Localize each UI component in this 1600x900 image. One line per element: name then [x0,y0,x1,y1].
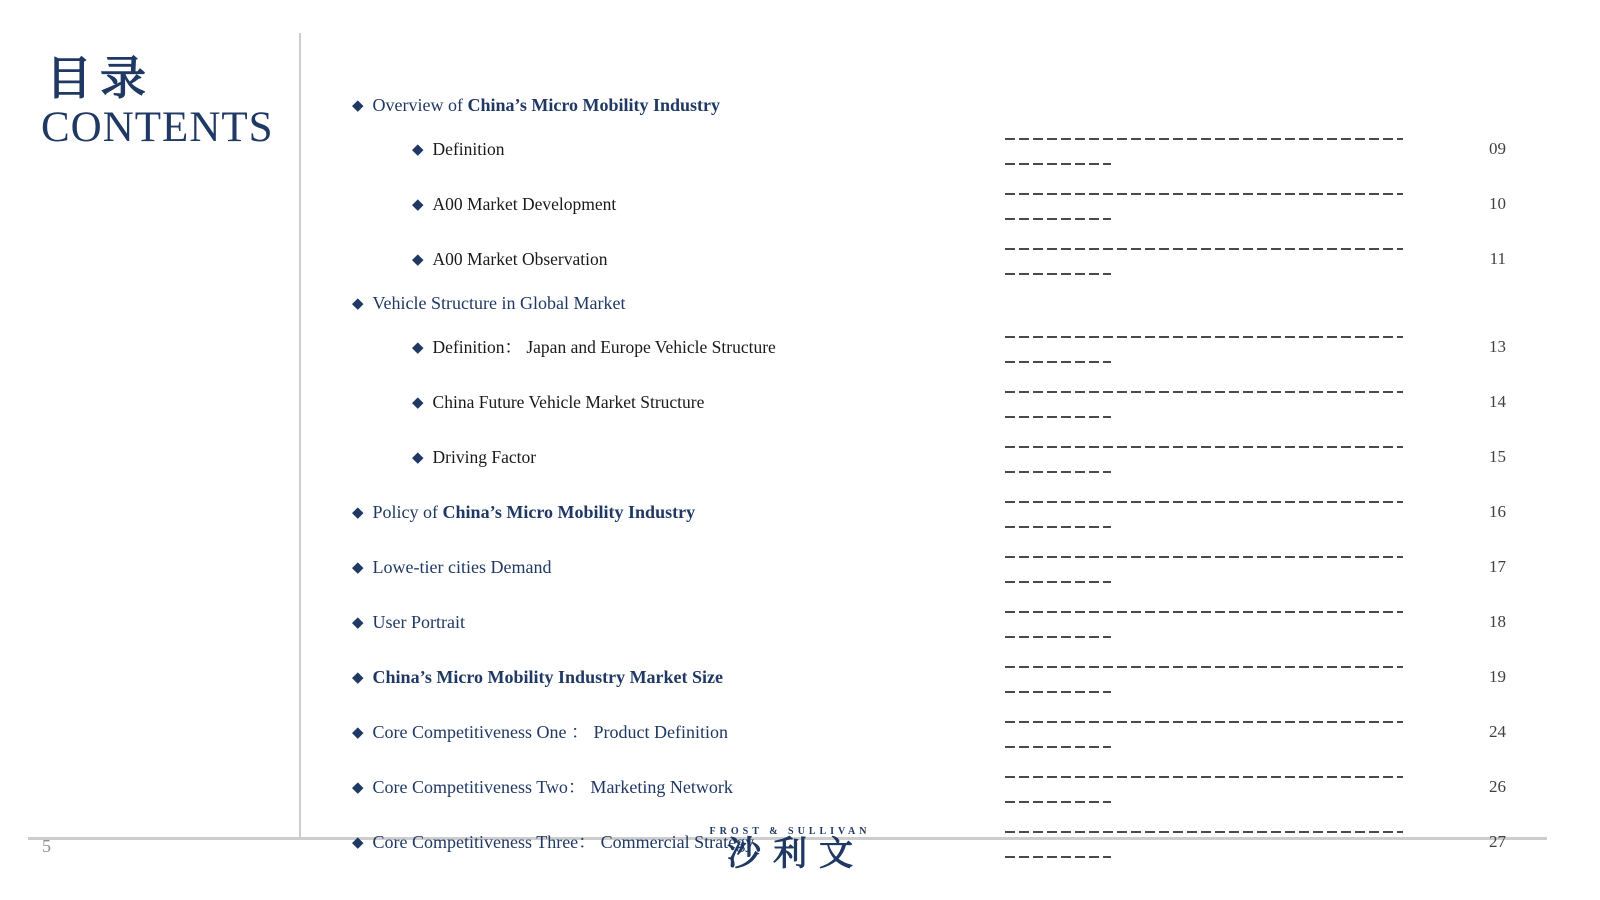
toc-item-text-bold: China’s Micro Mobility Industry [442,502,696,522]
toc-row [340,605,1552,639]
toc-item-text: Definition [432,139,505,159]
diamond-bullet-icon: ◆ [412,252,424,268]
page-title-chinese: 目录 [46,53,154,104]
dash-leader-line-wrap [1005,273,1111,275]
dash-leader-line-wrap [1005,801,1111,803]
diamond-bullet-icon: ◆ [412,395,424,411]
dash-leader-line [1005,721,1403,723]
toc-item-label [352,550,551,586]
toc-row [340,330,1552,364]
dash-leader-line-wrap [1005,746,1111,748]
toc-page-number: 10 [1489,194,1506,213]
toc-item-text: Driving Factor [432,447,537,467]
diamond-bullet-icon: ◆ [352,615,364,631]
dash-leader-line-wrap [1005,691,1111,693]
dash-leader-line-wrap [1005,361,1111,363]
toc-item-text: Vehicle Structure in Global Market [372,293,626,313]
toc-page-number: 16 [1489,502,1506,521]
diamond-bullet-icon: ◆ [352,725,364,741]
toc-page-number: 14 [1489,392,1506,411]
toc-row [340,286,1552,320]
toc-row [340,132,1552,166]
diamond-bullet-icon: ◆ [412,450,424,466]
dash-leader-line-wrap [1005,581,1111,583]
diamond-bullet-icon: ◆ [412,197,424,213]
toc-item-label [352,605,465,641]
diamond-bullet-icon: ◆ [412,142,424,158]
toc-item-label [412,187,616,223]
toc-item-text-bold: China’s Micro Mobility Industry Market Size [372,667,724,687]
toc-item-label [352,660,723,696]
toc-item-label [412,440,536,476]
toc-item-text: Policy of [372,502,443,522]
toc-item-text: Definition： Japan and Europe Vehicle Structure [432,337,776,357]
dash-leader-line [1005,138,1403,140]
dash-leader-line [1005,666,1403,668]
diamond-bullet-icon: ◆ [352,296,364,312]
toc-item-text: China Future Vehicle Market Structure [432,392,705,412]
dash-leader-line [1005,193,1403,195]
toc-item-label [352,286,625,322]
toc-page-number: 26 [1489,777,1506,796]
toc-page-number: 09 [1489,139,1506,158]
toc-item-label [412,330,776,366]
dash-leader-line [1005,831,1403,833]
toc-item-text: A00 Market Development [432,194,617,214]
toc-item-text: User Portrait [372,612,466,632]
toc-page-number: 18 [1489,612,1506,631]
toc-item-label [352,770,733,806]
toc-item-text: Core Competitiveness One ： Product Definition [372,722,728,742]
dash-leader-line-wrap [1005,218,1111,220]
diamond-bullet-icon: ◆ [352,670,364,686]
toc-item-label [352,495,695,531]
toc-row [340,242,1552,276]
dash-leader-line-wrap [1005,416,1111,418]
toc-page-number: 19 [1489,667,1506,686]
toc-item-label [352,715,728,751]
frost-sullivan-wordmark: FROST & SULLIVAN [709,826,871,837]
toc-row [340,550,1552,584]
toc-row [340,385,1552,419]
toc-item-text: Overview of [372,95,468,115]
toc-row [340,440,1552,474]
diamond-bullet-icon: ◆ [352,505,364,521]
toc-page-number: 15 [1489,447,1506,466]
diamond-bullet-icon: ◆ [352,98,364,114]
shalivan-chinese-logo: 沙利文 [727,836,865,873]
page-title-english: CONTENTS [41,104,274,151]
toc-item-text: A00 Market Observation [432,249,608,269]
toc-item-text: Core Competitiveness Three： Commercial Strategy [372,832,755,852]
diamond-bullet-icon: ◆ [352,835,364,851]
toc-page-number: 27 [1489,832,1506,851]
toc-item-text: Core Competitiveness Two： Marketing Network [372,777,733,797]
dash-leader-line-wrap [1005,856,1111,858]
dash-leader-line-wrap [1005,636,1111,638]
diamond-bullet-icon: ◆ [352,780,364,796]
toc-row [340,715,1552,749]
dash-leader-line [1005,248,1403,250]
toc-item-label [412,242,608,278]
toc-item-label [412,132,504,168]
dash-leader-line [1005,501,1403,503]
slide-page-number: 5 [42,836,51,856]
dash-leader-line [1005,391,1403,393]
toc-item-label [412,385,704,421]
toc-item-label [352,88,720,124]
dash-leader-line-wrap [1005,471,1111,473]
toc-page-number: 24 [1489,722,1506,741]
dash-leader-line [1005,776,1403,778]
diamond-bullet-icon: ◆ [412,340,424,356]
toc-row [340,88,1552,122]
diamond-bullet-icon: ◆ [352,560,364,576]
toc-item-text-bold: China’s Micro Mobility Industry [467,95,721,115]
toc-page-number: 11 [1489,249,1506,268]
toc-item-text: Lowe-tier cities Demand [372,557,552,577]
toc-row [340,825,1552,859]
dash-leader-line-wrap [1005,526,1111,528]
toc-item-label [352,825,754,861]
toc-row [340,495,1552,529]
toc-page-number: 17 [1489,557,1506,576]
dash-leader-line-wrap [1005,163,1111,165]
dash-leader-line [1005,446,1403,448]
dash-leader-line [1005,336,1403,338]
toc-row [340,187,1552,221]
toc-page-number: 13 [1489,337,1506,356]
toc-row [340,770,1552,804]
dash-leader-line [1005,611,1403,613]
toc-row [340,660,1552,694]
dash-leader-line [1005,556,1403,558]
